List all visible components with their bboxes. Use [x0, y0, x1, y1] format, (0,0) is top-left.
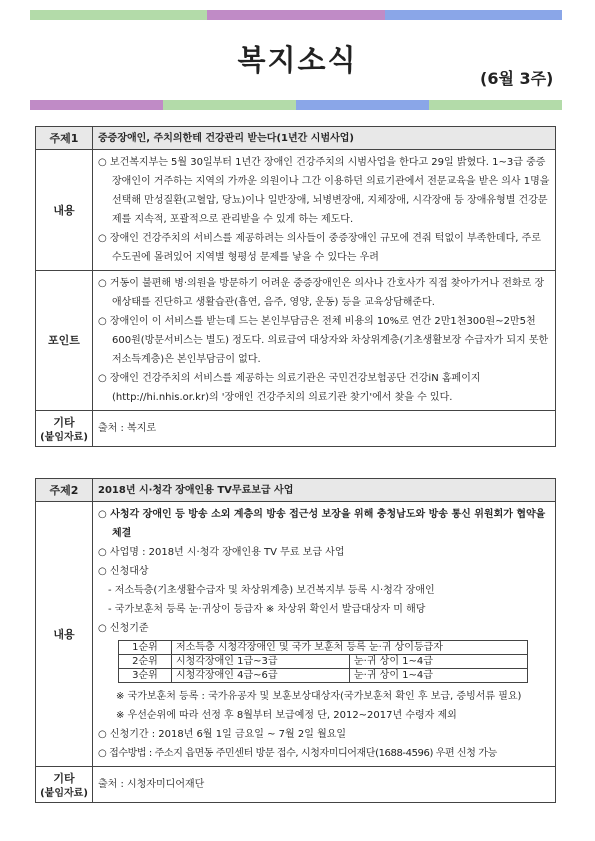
- topic2-title: 2018년 시·청각 장애인용 TV무료보급 사업: [93, 479, 556, 502]
- topic1-point-1: ○ 거동이 불편해 병·의원을 방문하기 어려운 중증장애인은 의사나 간호사가 직접 찾아가거나 전화로 장애상태를 진단하고 생활습관(흡연, 음주, 영양, 운동) 등을 교육상담해준다.: [98, 278, 545, 308]
- issue-date: (6월 3주): [480, 69, 554, 88]
- topic2-content: [93, 502, 556, 767]
- etc-label-text: 기타: [53, 416, 75, 429]
- page-title: 복지소식: [237, 43, 358, 77]
- criteria-desc-1: 저소득층 시청각장애인 및 국가 보훈처 등록 눈·귀 상이등급자: [172, 641, 528, 655]
- topic1-content-label: 내용: [36, 150, 93, 271]
- topic2-content-label: 내용: [36, 502, 93, 767]
- topic2-criteria-title: ○ 신청기준: [98, 623, 149, 634]
- criteria-rank-2: 2순위: [119, 655, 172, 669]
- topic2-table: [35, 478, 556, 803]
- topic1-table: [35, 126, 556, 447]
- topic1-content-p1: ○ 보건복지부는 5월 30일부터 1년간 장애인 건강주치의 시범사업을 한다고 29일 밝혔다. 1~3급 중증장애인이 거주하는 지역의 가까운 의원이나 그간 이용하던 의료기관에서 전문교육을 받은 의사 1명을 선택해 만성질환(고혈압, 당뇨)이나 일반장애, 뇌병변장애, 지체장애, 시각장애 등 장애유형별 건강문제를 지속적, 포괄적으로 관리받을 수 있게 하는 제도다.: [98, 157, 550, 225]
- topic2-intro: ○ 사청각 장애인 등 방송 소외 계층의 방송 접근성 보장을 위해 충청남도와 방송 통신 위원회가 협약을 체결: [98, 509, 546, 539]
- etc-sub-text: (붙임자료): [40, 788, 88, 799]
- top-color-bar: [30, 10, 562, 20]
- topic2-method: ○ 접수방법 : 주소지 읍면동 주민센터 방문 접수, 시청자미디어재단(1688-4596) 우편 신청 가능: [98, 748, 497, 759]
- topic1-points: [93, 271, 556, 411]
- topic2-target-1: - 저소득층(기초생활수급자 및 차상위계층) 보건복지부 등록 시·청각 장애인: [108, 585, 435, 596]
- topic2-note-2: ※ 우선순위에 따라 선정 후 8월부터 보급예정 단, 2012~2017년 수령자 제외: [116, 710, 457, 721]
- topic1-title: 중증장애인, 주치의한테 건강관리 받는다(1년간 시범사업): [93, 127, 556, 150]
- criteria-rank-3: 3순위: [119, 669, 172, 683]
- topic1-content: [93, 150, 556, 271]
- topic2-etc-label: [36, 767, 93, 803]
- topic1-point-label: 포인트: [36, 271, 93, 411]
- criteria-table: [118, 640, 528, 683]
- topic1-label: 주제1: [36, 127, 93, 150]
- criteria-right-2: 눈·귀 상이 1~4급: [350, 655, 528, 669]
- topic1-point-3: ○ 장애인 건강주치의 서비스를 제공하는 의료기관은 국민건강보험공단 건강iN 홈페이지(http://hi.nhis.or.kr)의 '장애인 건강주치의 의료기관 찾기'에서 찾을 수 있다.: [98, 373, 481, 403]
- topic2-target-2: - 국가보훈처 등록 눈·귀상이 등급자 ※ 차상위 확인서 발급대상자 미 해당: [108, 604, 426, 615]
- topic2-note-1: ※ 국가보훈처 등록 : 국가유공자 및 보훈보상대상자(국가보훈처 확인 후 보급, 증빙서류 필요): [116, 691, 522, 702]
- etc-label-text: 기타: [53, 772, 75, 785]
- topic2-source: 출처 : 시청자미디어재단: [93, 767, 556, 803]
- criteria-left-3: 시청각장애인 4급~6급: [172, 669, 350, 683]
- criteria-rank-1: 1순위: [119, 641, 172, 655]
- topic2-target-title: ○ 신청대상: [98, 566, 149, 577]
- etc-sub-text: (붙임자료): [40, 432, 88, 443]
- topic1-point-2: ○ 장애인이 이 서비스를 받는데 드는 본인부담금은 전체 비용의 10%로 연간 2만1천300원~2만5천600원(방문서비스는 별도) 정도다. 의료급여 대상자와 차상위계층(기초생활보장 수급자가 되지 못한 저소득계층)은 본인부담금이 없다.: [98, 316, 549, 365]
- topic2-project: ○ 사업명 : 2018년 시·청각 장애인용 TV 무료 보급 사업: [98, 547, 345, 558]
- bottom-color-bar: [30, 100, 562, 110]
- topic1-etc-label: [36, 411, 93, 447]
- topic1-source: 출처 : 복지로: [93, 411, 556, 447]
- topic1-content-p2: ○ 장애인 건강주치의 서비스를 제공하려는 의사들이 중증장애인 규모에 견줘 턱없이 부족한데다, 주로 수도권에 몰려있어 지역별 형평성 문제를 낳을 수 있다는 우려: [98, 233, 541, 263]
- criteria-left-2: 시청각장애인 1급~3급: [172, 655, 350, 669]
- topic2-period: ○ 신청기간 : 2018년 6월 1일 금요일 ~ 7월 2일 월요일: [98, 729, 347, 740]
- criteria-right-3: 눈·귀 상이 1~4급: [350, 669, 528, 683]
- topic2-label: 주제2: [36, 479, 93, 502]
